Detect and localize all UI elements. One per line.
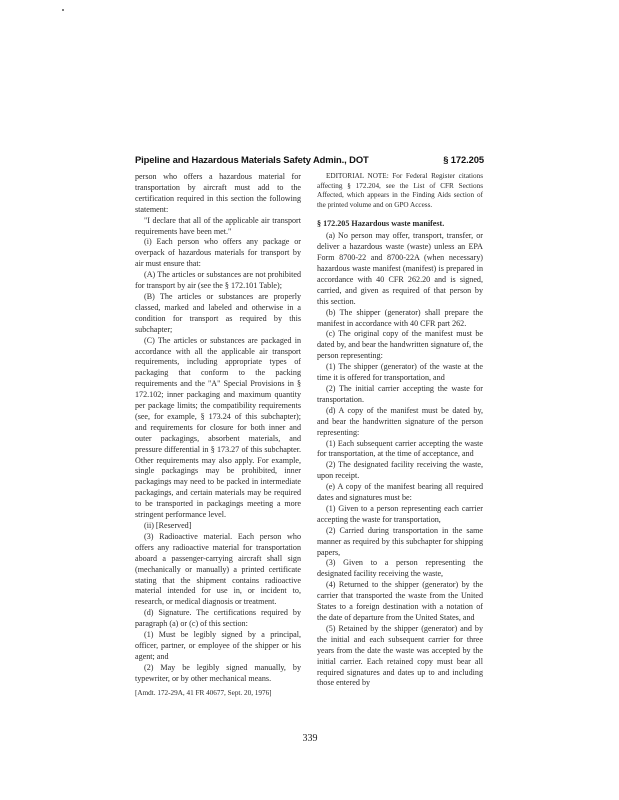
paragraph: (3) Given to a person representing the designated facility receiving the waste,: [317, 558, 483, 579]
paragraph: (d) A copy of the manifest must be dated by, and bear the handwritten signature of the person representing:: [317, 405, 483, 437]
paragraph: (c) The original copy of the manifest must be dated by, and bear the handwritten signature of, the person representing:: [317, 329, 483, 361]
section-heading: § 172.205 Hazardous waste manifest.: [317, 219, 445, 229]
right-column: [317, 172, 483, 689]
paragraph: (1) The shipper (generator) of the waste at the time it is offered for transportation, and: [317, 362, 483, 383]
paragraph: (a) No person may offer, transport, transfer, or deliver a hazardous waste (waste) unless an EPA Form 8700-22 and 8700-22A (when necessary) hazardous waste manifest (manifest) is prepared in accordance with 40 CFR 262.20 and is signed, carried, and given as required of that person by this section.: [317, 231, 483, 306]
editorial-note: EDITORIAL NOTE: For Federal Register citations affecting § 172.204, see the List of CFR Sections Affected, which appears in the Finding Aids section of the printed volume and on GPO Access.: [317, 172, 483, 209]
section-reference: § 172.205: [443, 154, 484, 165]
paragraph: person who offers a hazardous material for transportation by aircraft must add to the certification required in this section the following statement:: [135, 172, 301, 214]
paragraph: (2) The initial carrier accepting the waste for transportation.: [317, 383, 483, 404]
left-column: [135, 172, 301, 698]
paragraph: "I declare that all of the applicable air transport requirements have been met.": [135, 215, 301, 236]
paragraph: (3) Radioactive material. Each person who offers any radioactive material for transportation aboard a passenger-carrying aircraft shall sign (mechanically or manually) a printed certificate stating that the shipment contains radioactive material intended for use in, or incident to, research, or medical diagnosis or treatment.: [135, 531, 301, 607]
paragraph: (1) Each subsequent carrier accepting the waste for transportation, at the time of acceptance, and: [317, 438, 483, 459]
running-header: [135, 154, 484, 168]
running-title: Pipeline and Hazardous Materials Safety Admin., DOT: [135, 154, 369, 165]
amendment-citation: [Amdt. 172-29A, 41 FR 40677, Sept. 20, 1976]: [135, 688, 272, 697]
paragraph: (d) Signature. The certifications required by paragraph (a) or (c) of this section:: [135, 608, 301, 629]
paragraph: (1) Given to a person representing each carrier accepting the waste for transportation,: [317, 503, 483, 524]
paragraph: (i) Each person who offers any package or overpack of hazardous materials for transport by air must ensure that:: [135, 237, 301, 269]
paragraph: (2) Carried during transportation in the same manner as required by this subchapter for shipping papers,: [317, 525, 483, 557]
page-number: 339: [302, 733, 318, 744]
paragraph: (1) Must be legibly signed by a principal, officer, partner, or employee of the shipper or his agent; and: [135, 630, 301, 661]
paragraph: (B) The articles or substances are properly classed, marked and labeled and otherwise in a condition for transport as required by this subchapter;: [135, 291, 301, 334]
paragraph: (ii) [Reserved]: [144, 521, 192, 530]
paragraph: (e) A copy of the manifest bearing all required dates and signatures must be:: [317, 482, 483, 503]
paragraph: (2) The designated facility receiving the waste, upon receipt.: [317, 460, 483, 481]
paragraph: (b) The shipper (generator) shall prepare the manifest in accordance with 40 CFR part 262.: [317, 307, 483, 328]
paragraph: (C) The articles or substances are packaged in accordance with all the applicable air transport requirements, including appropriate types of packaging that conform to the packing requirements and the "A" Special Provisions in § 172.102; inner packaging and maximum quantity per package limits; the compatibility requirements (see, for example, § 173.24 of this subchapter); and requirements for closure for both inner and outer packagings, absorbent materials, and pressure differential in § 173.27 of this subchapter. Other requirements may also apply. For example, single packagings may be prohibited, inner packagings may need to be packed in intermediate packagings, and certain materials may be required to be transported in packagings meeting a more stringent performance level.: [135, 335, 301, 520]
paragraph: (2) May be legibly signed manually, by typewriter, or by other mechanical means.: [135, 662, 301, 683]
paragraph: (4) Returned to the shipper (generator) by the carrier that transported the waste from the United States to a foreign destination with a notation of the date of departure from the United States, and: [317, 580, 483, 622]
paragraph: (A) The articles or substances are not prohibited for transport by air (see the § 172.101 Table);: [135, 270, 301, 291]
paragraph: (5) Retained by the shipper (generator) and by the initial and each subsequent carrier for three years from the date the waste was accepted by the initial carrier. Each retained copy must bear all required signatures and dates up to and including those entered by: [317, 623, 483, 688]
scan-speck: [62, 9, 64, 11]
